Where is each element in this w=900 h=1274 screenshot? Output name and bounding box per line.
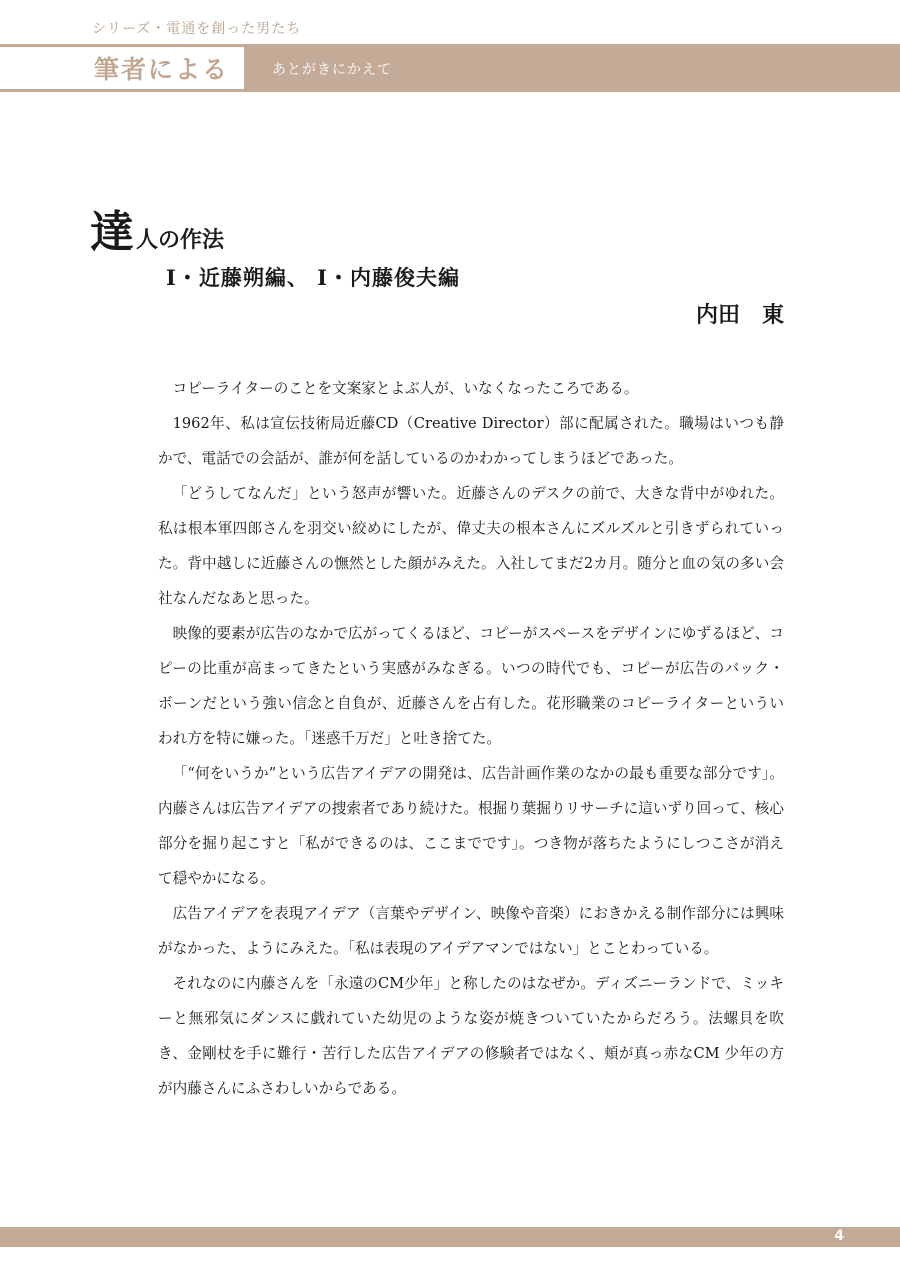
paragraph: 映像的要素が広告のなかで広がってくるほど、コピーがスペースをデザインにゆずるほど、コピーの比重が高まってきたという実感がみなぎる。いつの時代でも、コピーが広告のバック・ボーンだという強い信念と自負が、近藤さんを占有した。花形職業のコピーライターといういわれ方を特に嫌った。「迷惑千万だ」と吐き捨てた。 bbox=[158, 625, 784, 747]
footer-band bbox=[0, 1227, 900, 1247]
paragraph: 「どうしてなんだ」という怒声が響いた。近藤さんのデスクの前で、大きな背中がゆれた。私は根本軍四郎さんを羽交い絞めにしたが、偉丈夫の根本さんにズルズルと引きずられていった。背中越しに近藤さんの憮然とした顔がみえた。入社してまだ2カ月。随分と血の気の多い会社なんだなあと思った。 bbox=[158, 485, 784, 607]
paragraph: 「“何をいうか”という広告アイデアの開発は、広告計画作業のなかの最も重要な部分です」。内藤さんは広告アイデアの捜索者であり続けた。根掘り葉掘りリサーチに這いずり回って、核心部分を掘り起こすと「私ができるのは、ここまでです」。つき物が落ちたようにしつこさが消えて穏やかになる。 bbox=[158, 765, 784, 887]
page-number: 4 bbox=[834, 1228, 844, 1244]
section-subtitle: あとがきにかえて bbox=[272, 62, 392, 78]
article-title-initial: 達 bbox=[90, 207, 134, 258]
paragraph: 広告アイデアを表現アイデア（言葉やデザイン、映像や音楽）におきかえる制作部分には興味がなかった、ようにみえた。「私は表現のアイデアマンではない」とことわっている。 bbox=[158, 905, 784, 957]
article-title bbox=[90, 196, 224, 260]
section-title: 筆者による bbox=[94, 55, 230, 84]
article-body bbox=[158, 371, 784, 1106]
article-subtitle: I・近藤朔編、 I・内藤俊夫編 bbox=[166, 265, 460, 290]
paragraph: それなのに内藤さんを「永遠のCM少年」と称したのはなぜか。ディズニーランドで、ミッキーと無邪気にダンスに戯れていた幼児のような姿が焼きついていたからだろう。法螺貝を吹き、金剛杖を手に難行・苦行した広告アイデアの修験者ではなく、頬が真っ赤なCM 少年の方が内藤さんにふさわしいからである。 bbox=[158, 975, 784, 1097]
paragraph: コピーライターのことを文案家とよぶ人が、いなくなったころである。 bbox=[172, 380, 639, 397]
article-title-rest: 人の作法 bbox=[136, 227, 225, 253]
author-name: 内田 東 bbox=[695, 302, 784, 328]
series-label: シリーズ・電通を創った男たち bbox=[92, 21, 302, 37]
paragraph: 1962年、私は宣伝技術局近藤CD（Creative Director）部に配属された。職場はいつも静かで、電話での会話が、誰が何を話しているのかわかってしまうほどであった。 bbox=[158, 415, 784, 467]
